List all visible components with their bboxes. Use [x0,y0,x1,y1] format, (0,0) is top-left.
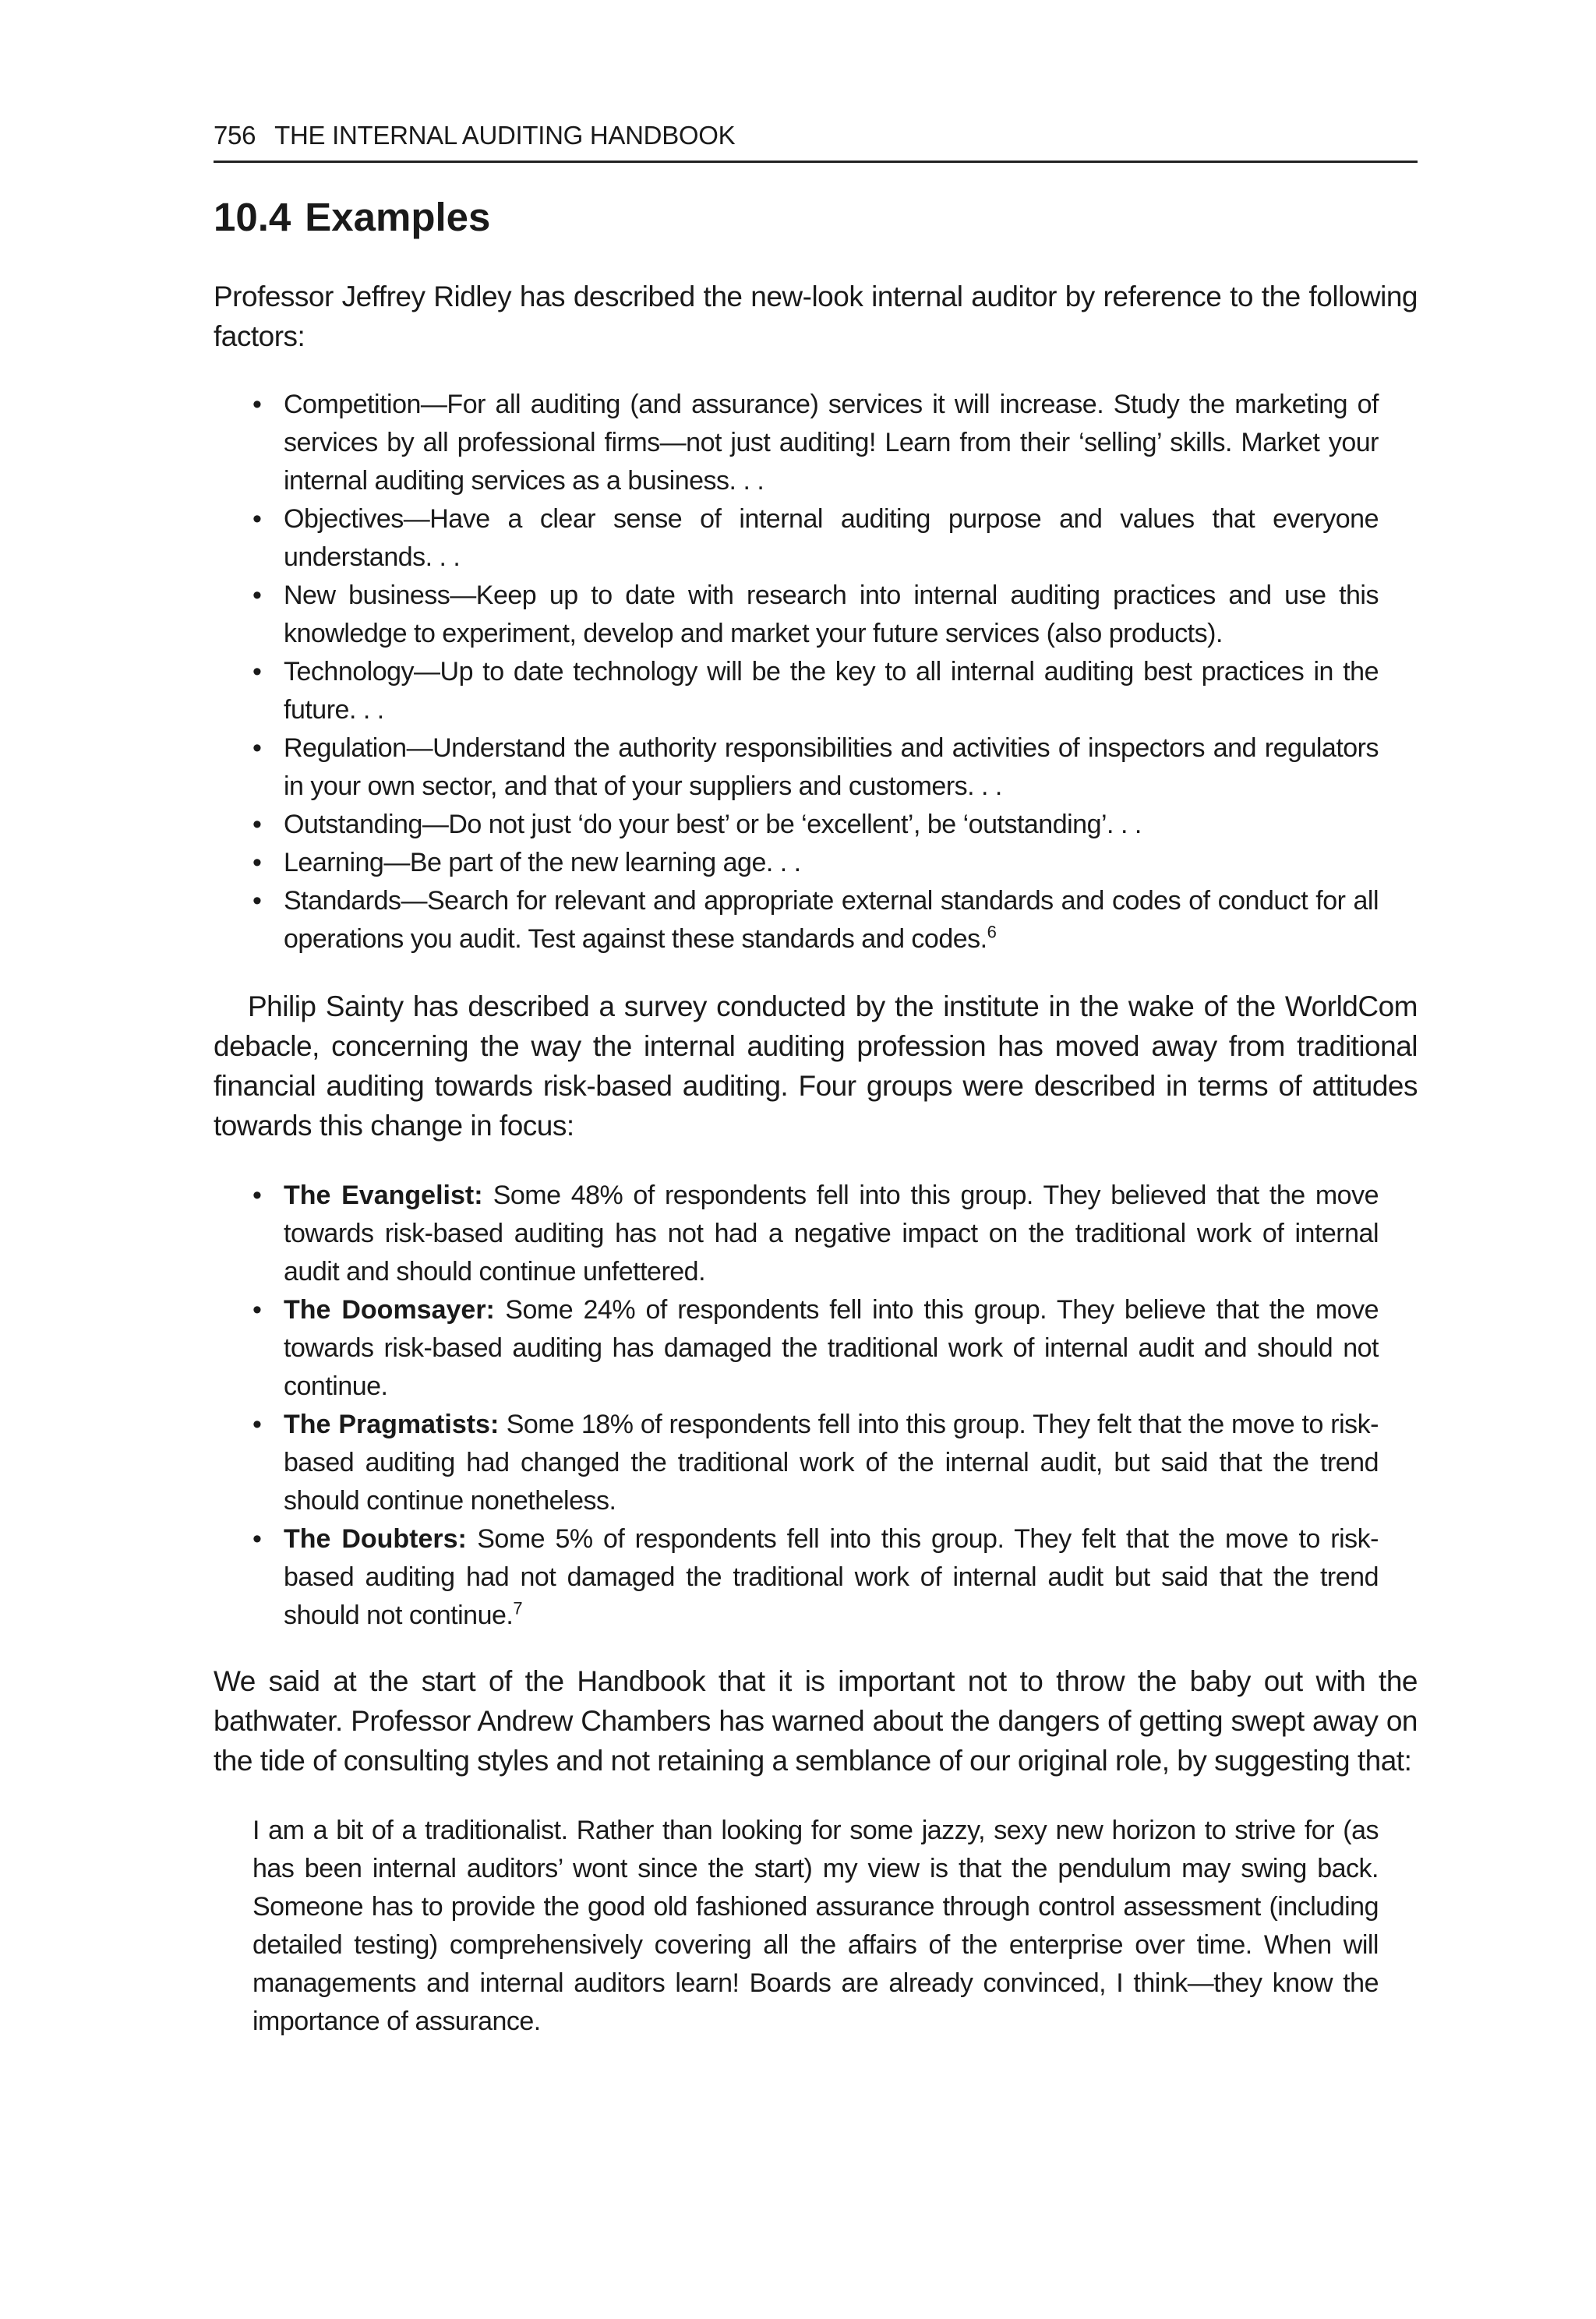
bullet-icon: • [252,886,262,916]
bullet-icon: • [252,1295,262,1325]
section-title: Examples [305,195,491,239]
chambers-paragraph: We said at the start of the Handbook that it is important not to throw the baby out with the bathwater. Professor Andrew Chambers has warned about the dangers of getting swept away on the tide of consulting styles and not retaining a semblance of our original role, by suggesting that: [214,1665,1418,1777]
list-item-text: Technology—Up to date technology will be the key to all internal auditing best practices in the future. . . [284,657,1379,725]
survey-groups-list [214,1177,1418,1635]
list-item-text: Learning—Be part of the new learning age. . . [284,848,801,877]
bullet-icon: • [252,1181,262,1210]
list-item [252,577,1379,653]
chambers-quote: I am a bit of a traditionalist. Rather than looking for some jazzy, sexy new horizon to strive for (as has been internal auditors’ wont since the start) my view is that the pendulum may swing back. Someone has to provide the good old fashioned assurance through control assessment (including detailed testing) comprehensively covering all the affairs of the enterprise over time. When will managements and internal auditors learn! Boards are already convinced, I think—they know the importance of assurance. [252,1816,1379,2036]
bullet-icon: • [252,1410,262,1439]
section-number: 10.4 [214,195,291,239]
document-page [214,117,1418,2041]
list-item [252,882,1379,958]
running-header [214,117,1418,163]
list-item [252,844,1379,882]
list-item [252,386,1379,500]
footnote-marker: 6 [987,922,997,942]
group-text: Some 24% of respondents fell into this group. They believe that the move towards risk-based auditing has damaged the traditional work of internal audit and should not continue. [284,1295,1379,1401]
group-name: The Evangelist: [284,1181,483,1210]
section-heading [214,194,1418,241]
list-item-text: New business—Keep up to date with research into internal auditing practices and use this knowledge to experiment, develop and market your future services (also products). [284,581,1379,648]
group-text: Some 48% of respondents fell into this group. They believed that the move towards risk-based auditing has not had a negative impact on the traditional work of internal audit and should continue unfettered. [284,1181,1379,1287]
page-number: 756 [214,121,256,150]
group-text: Some 5% of respondents fell into this group. They felt that the move to risk-based auditing had not damaged the traditional work of internal audit but said that the trend should not continue. [284,1524,1379,1630]
bullet-icon: • [252,1524,262,1554]
list-item-text: Regulation—Understand the authority responsibilities and activities of inspectors and regulators in your own sector, and that of your suppliers and customers. . . [284,733,1379,801]
footnote-marker: 7 [513,1598,523,1618]
bullet-icon: • [252,733,262,763]
list-item [252,500,1379,577]
list-item [252,1177,1379,1291]
list-item [252,806,1379,844]
list-item-text: Objectives—Have a clear sense of internal auditing purpose and values that everyone understands. . . [284,504,1379,572]
list-item-text: Outstanding—Do not just ‘do your best’ or be ‘excellent’, be ‘outstanding’. . . [284,810,1142,839]
list-item [252,1291,1379,1406]
running-title: THE INTERNAL AUDITING HANDBOOK [274,121,736,150]
group-name: The Doomsayer: [284,1295,495,1325]
list-item [252,1406,1379,1520]
group-name: The Pragmatists: [284,1410,500,1439]
list-item-text: Standards—Search for relevant and appropriate external standards and codes of conduct for all operations you audit. Test against these standards and codes. [284,886,1379,954]
group-name: The Doubters: [284,1524,467,1554]
list-item [252,729,1379,806]
group-text: Some 18% of respondents fell into this group. They felt that the move to risk-based auditing had changed the traditional work of the internal audit, but said that the trend should continue nonetheless. [284,1410,1379,1516]
bullet-icon: • [252,810,262,839]
sainty-paragraph: Philip Sainty has described a survey conducted by the institute in the wake of the WorldCom debacle, concerning the way the internal auditing profession has moved away from traditional financial auditing towards risk-based auditing. Four groups were described in terms of attitudes towards this change in focus: [214,990,1418,1142]
ridley-factors-list [214,386,1418,958]
list-item [252,1520,1379,1635]
list-item [252,653,1379,729]
intro-paragraph: Professor Jeffrey Ridley has described the new-look internal auditor by reference to the following factors: [214,281,1418,352]
bullet-icon: • [252,581,262,610]
bullet-icon: • [252,504,262,534]
bullet-icon: • [252,657,262,687]
list-item-text: Competition—For all auditing (and assurance) services it will increase. Study the marketing of services by all professional firms—not just auditing! Learn from their ‘selling’ skills. Market your internal auditing services as a business. . . [284,390,1379,496]
bullet-icon: • [252,390,262,419]
bullet-icon: • [252,848,262,877]
